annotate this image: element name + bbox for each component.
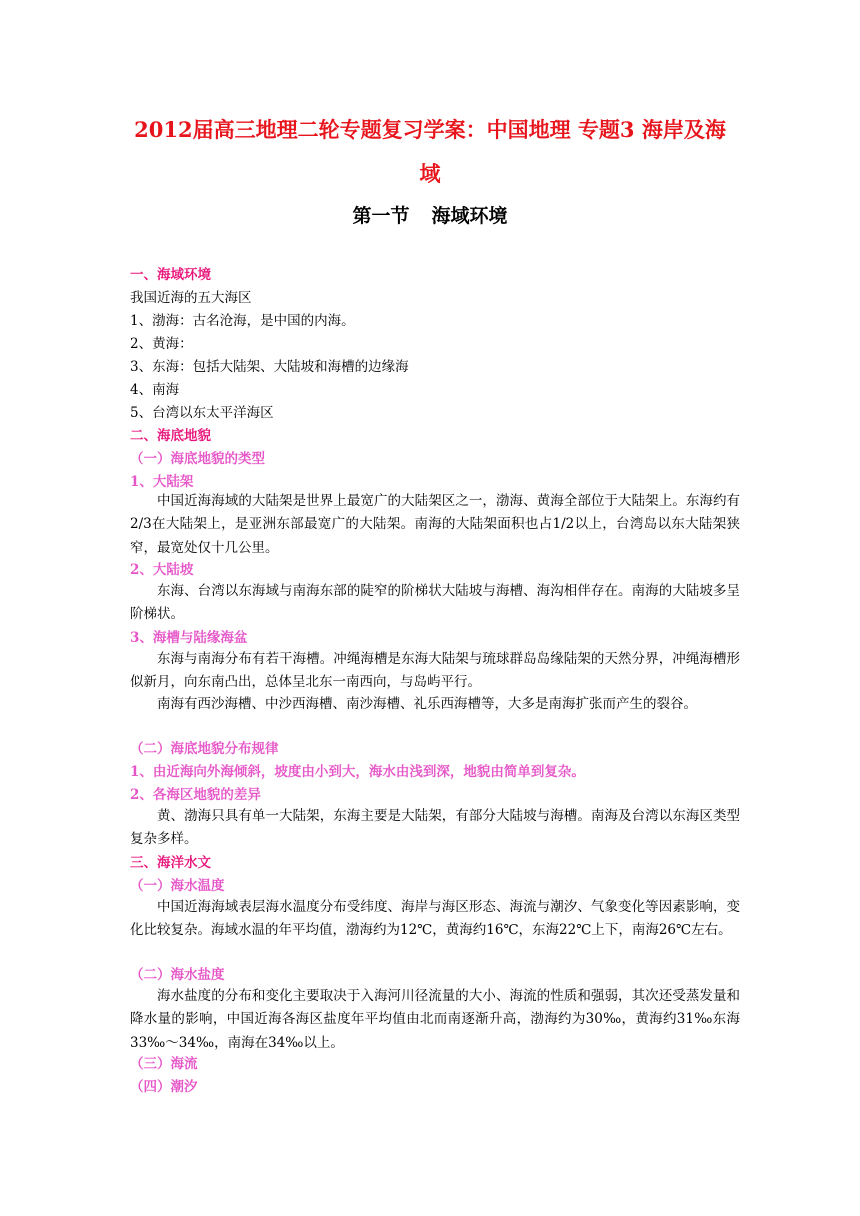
sea-item-huanghai: 2、黄海：	[130, 336, 193, 352]
heading-salinity: （二）海水盐度	[130, 967, 225, 983]
paragraph-trough-1: 东海与南海分布有若干海槽。冲绳海槽是东海大陆架与琉球群岛岛缘陆架的天然分界，冲绳海槽形似新月，向东南凸出，总体呈北东一南西向，与岛屿平行。	[130, 651, 740, 691]
heading-ocean-currents: （三）海流	[130, 1056, 198, 1072]
paragraph-water-temperature: 中国近海海域表层海水温度分布受纬度、海岸与海区形态、海流与潮汐、气象变化等因素影响，变化比较复杂。海域水温的年平均值，渤海约为12℃，黄海约16℃，东海22℃上下，南海26℃左右。	[130, 899, 740, 939]
paragraph-differences: 黄、渤海只具有单一大陆架，东海主要是大陆架，有部分大陆坡与海槽。南海及台湾以东海区类型复杂多样。	[130, 808, 740, 848]
five-seas-intro: 我国近海的五大海区	[130, 290, 252, 306]
section-number: 第一节	[352, 205, 410, 227]
heading-seabed-landform: 二、海底地貌	[130, 428, 211, 444]
paragraph-salinity: 海水盐度的分布和变化主要取决于入海河川径流量的大小、海流的性质和强弱，其次还受蒸发量和降水量的影响，中国近海各海区盐度年平均值由北而南逐渐升高，渤海约为30‰，黄海约31‰东海33‰～34‰，南海在34‰以上。	[130, 988, 740, 1051]
heading-continental-slope: 2、大陆坡	[130, 562, 194, 578]
heading-ocean-hydrology: 三、海洋水文	[130, 855, 211, 871]
heading-tides: （四）潮汐	[130, 1079, 198, 1095]
section-heading	[110, 200, 750, 232]
heading-landform-types: （一）海底地貌的类型	[130, 451, 265, 467]
section-name: 海域环境	[431, 205, 508, 227]
heading-trough-basin: 3、海槽与陆缘海盆	[130, 630, 248, 646]
heading-continental-shelf: 1、大陆架	[130, 474, 194, 490]
paragraph-trough-2: 南海有西沙海槽、中沙西海槽、南沙海槽、礼乐西海槽等，大多是南海扩张而产生的裂谷。	[157, 696, 697, 712]
rule-1: 1、由近海向外海倾斜，坡度由小到大，海水由浅到深，地貌由简单到复杂。	[130, 764, 585, 780]
document-title-line1: 2012届高三地理二轮专题复习学案：中国地理 专题3 海岸及海	[134, 117, 726, 142]
sea-item-donghai: 3、东海：包括大陆架、大陆坡和海槽的边缘海	[130, 359, 409, 375]
document-title-line2: 域	[419, 161, 441, 186]
sea-item-taiwan-east: 5、台湾以东太平洋海区	[130, 405, 274, 421]
sea-item-bohai: 1、渤海：古名沧海，是中国的内海。	[130, 313, 355, 329]
heading-water-temperature: （一）海水温度	[130, 878, 225, 894]
heading-sea-environment: 一、海域环境	[130, 267, 211, 283]
rule-2-heading: 2、各海区地貌的差异	[130, 787, 261, 803]
sea-item-nanhai: 4、南海	[130, 382, 180, 398]
paragraph-continental-shelf: 中国近海海域的大陆架是世界上最宽广的大陆架区之一，渤海、黄海全部位于大陆架上。东海约有2/3在大陆架上，是亚洲东部最宽广的大陆架。南海的大陆架面积也占1/2以上，台湾岛以东大陆架狭窄，最宽处仅十几公里。	[130, 493, 740, 556]
heading-distribution-rules: （二）海底地貌分布规律	[130, 741, 279, 757]
paragraph-continental-slope: 东海、台湾以东海域与南海东部的陡窄的阶梯状大陆坡与海槽、海沟相伴存在。南海的大陆坡多呈阶梯状。	[130, 583, 740, 623]
